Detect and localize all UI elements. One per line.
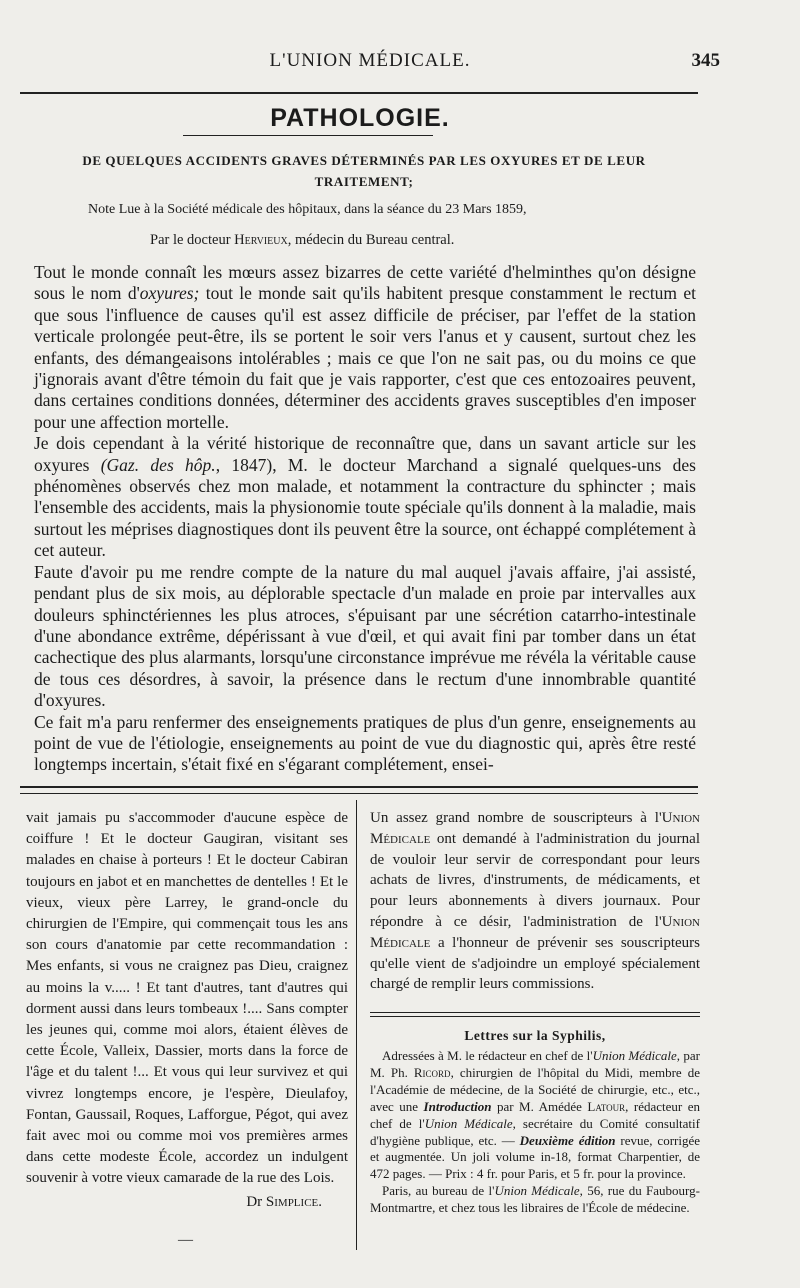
notice-rule [370,1012,700,1013]
column-divider [356,800,357,1250]
header-rule [20,92,698,94]
smallcaps-run: Union Médicale [370,810,700,847]
text-run: ont demandé à l'administration du journal de vouloir leur servir de correspondant pour leurs achats de livres, d'instruments, de médicaments, et pour leurs abonnements à divers journaux. Pour répondre à ce désir, l'administration de l' [370,830,700,930]
text-run: , rédacteur en chef de l' [370,1098,700,1131]
feuilleton-column [26,808,348,1213]
text-run: Adressées à M. le rédacteur en chef de l' [382,1048,593,1063]
text-run: par M. Amédée [491,1098,588,1114]
article-body [34,262,696,776]
text-run: revue, corrigée et augmentée. Un joli volume in-18, format Charpentier, de 472 pages. — Prix : 4 fr. pour Paris, et 5 fr. pour la province. [370,1132,701,1182]
feuilleton-text: vait jamais pu s'accommoder d'aucune espèce de coiffure ! Et le docteur Gaugiran, visitant ses malades en chaise à porteurs ! Et le docteur Cabiran toujours en jabot et en manchettes de dentelles ! Et le vieux, vieux père Larrey, le grand-oncle du chirurgien de l'Empire, qui commençait tous les ans son cours d'anatomie par cette recommandation : Mes enfants, si vous ne craignez pas Dieu, craignez au moins la v..... ! Et tant d'autres, tant d'autres qui dorment aussi dans leurs tombeaux !.... Sans compter les jeunes qui, comme moi alors, étaient élèves de cette École, Valleix, Dassier, morts dans la force de l'âge et du talent !... Et vous qui leur survivez et qui vivrez longtemps encore, je l'espère, Dieulafoy, Fontan, Gaussail, Roques, Lafforgue, Pégot, qui avez fait avec moi ou comme moi vos premières armes dans cette modeste École, accordez un indulgent souvenir à votre vieux camarade de la rue des Lois. [26,810,348,1187]
text-run: , secrétaire du Comité consultatif d'hygiène publique, etc. — [370,1115,700,1148]
signature-prefix: Dr [246,1193,266,1210]
text-run: Tout le monde connaît les mœurs assez bizarres de cette variété d'helminthes qu'on désigne sous le nom d' [34,262,696,304]
feuilleton-rule [20,786,698,794]
italic-run: (Gaz. des hôp. [100,454,216,475]
advert-paragraph [370,1048,700,1183]
italic-run: Introduction [423,1098,492,1114]
signature-name: Simplice. [265,1193,322,1210]
italic-run: Union Médicale [592,1048,677,1063]
italic-run: Deuxième édition [519,1132,616,1148]
end-mark: — [178,1232,193,1248]
smallcaps-run: Ricord [413,1064,451,1080]
text-run: Je dois cependant à la vérité historique de reconnaître que, dans un savant article sur les oxyures [34,433,696,475]
running-title: L'UNION MÉDICALE. [269,50,471,71]
text-run: tout le monde sait qu'ils habitent presque constamment le rectum et que sous l'influence de causes qu'il est assez difficile de préciser, par l'effet de la station verticale prolongée peut-être, ils se portent le soir vers l'anus et y causent, surtout chez les enfants, des démangeaisons intolérables ; mais ce que l'on ne sait pas, ou du moins ce que j'ignorais avant d'être témoin du fait que je vais rapporter, c'est que ces entozoaires peuvent, dans certaines conditions données, déterminer des accidents graves susceptibles d'en imposer pour une affection mortelle. [34,283,697,432]
paragraph: Faute d'avoir pu me rendre compte de la nature du mal auquel j'avais affaire, j'ai assisté, pendant plus de six mois, au déplorable spectacle d'un malade en proie par intervalles aux douleurs sphinctériennes les plus atroces, s'épuisant par une sécrétion catarrho-intestinale d'une abondance extrême, dépérissant à vue d'œil, et qui avait fini par tomber dans un état cachectique des plus alarmants, lorsqu'une circonstance imprévue me révéla la véritable cause de tous ces désordres, à savoir, la présence dans le rectum d'une innombrable quantité d'oxyures. [34,561,696,711]
text-run: , 1847), M. le docteur Marchand a signalé quelques-uns des phénomènes observés chez mon malade, et notamment la contracture du sphincter ; mais l'ensemble des accidents, mais la physionomie toute spéciale qu'ils donnent à la maladie, mais surtout les méprises diagnostiques dont ils peuvent être la source, ont échappé complétement à cet auteur. [34,454,696,561]
smallcaps-run: Latour [587,1098,626,1114]
author-name: Hervieux [234,232,288,248]
article-author [150,232,454,249]
italic-run: Union Médicale [424,1115,513,1131]
italic-run: Union Médicale [494,1183,580,1199]
running-header [20,50,720,80]
page-number: 345 [691,50,720,71]
feuilleton-signature [26,1192,348,1213]
text-run: Un assez grand nombre de souscripteurs à l' [370,810,662,826]
smallcaps-run: Union Médicale [370,913,700,951]
text-run: Paris, au bureau de l' [382,1183,495,1199]
text-run: a l'honneur de prévenir ses souscripteurs qu'elle vient de s'adjoindre un employé spécialement chargé de remplir leurs commissions. [370,934,700,993]
article-title [28,150,700,192]
text-run: , chirurgien de l'hôpital du Midi, membre de l'Académie de médecine, de la Société de chirurgie, etc., etc., avec une [370,1064,700,1114]
author-prefix: Par le docteur [150,232,235,248]
notice-text [370,808,700,995]
italic-run: oxyures; [139,283,200,304]
advert-title: Lettres sur la Syphilis, [464,1028,606,1043]
notice-rule [370,1016,700,1017]
author-suffix: , médecin du Bureau central. [287,232,455,248]
text-run: , 56, rue du Faubourg-Montmartre, et chez tous les libraires de l'École de médecine. [370,1183,700,1216]
section-title: PATHOLOGIE. [270,104,450,132]
notice-column [370,808,700,995]
paragraph [34,433,696,561]
paragraph [34,262,696,433]
article-title-line2: TRAITEMENT; [314,174,414,189]
advert-body [370,1048,700,1217]
text-run: , par M. Ph. [370,1048,700,1080]
advert-paragraph [370,1183,700,1217]
paragraph: Ce fait m'a paru renfermer des enseignements pratiques de plus d'un genre, enseignements au point de vue de l'étiologie, enseignements au point de vue du diagnostic qui, après être resté longtemps incertain, s'était fixé en s'égarant complétement, ensei- [34,711,696,775]
section-rule [183,135,433,136]
article-title-line1: DE QUELQUES ACCIDENTS GRAVES DÉTERMINÉS PAR LES OXYURES ET DE LEUR [82,153,646,168]
article-note: Note Lue à la Société médicale des hôpitaux, dans la séance du 23 Mars 1859, [88,202,527,217]
